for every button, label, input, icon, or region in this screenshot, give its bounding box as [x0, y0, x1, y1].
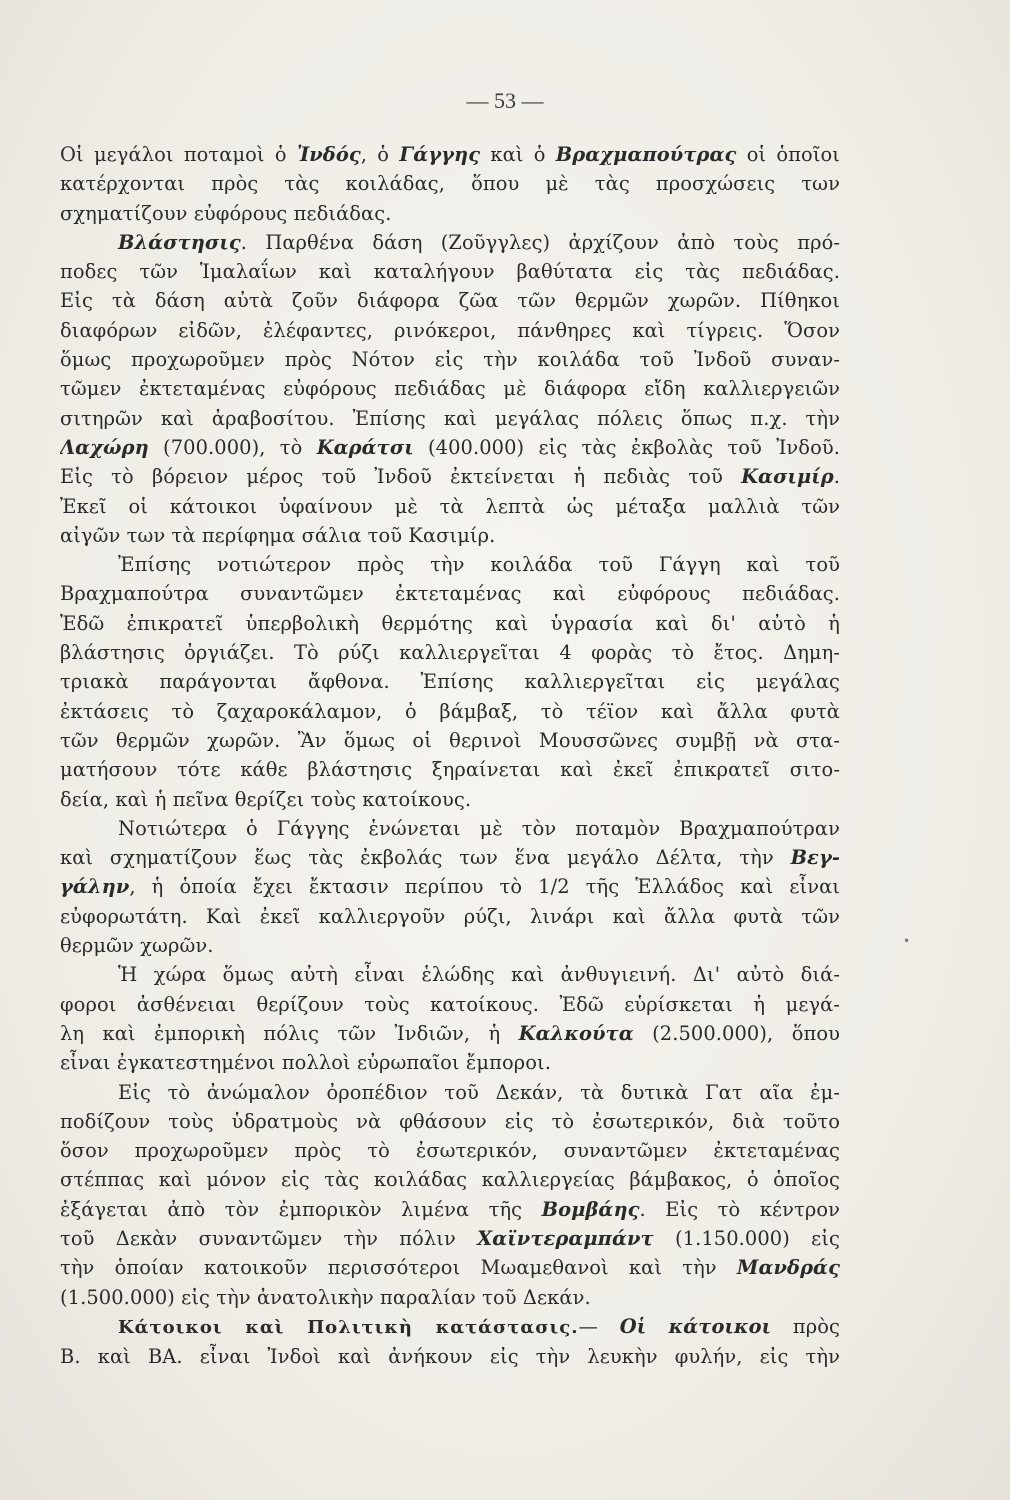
text-run: (400.000) εἰς τὰς ἐκβολὰς τοῦ Ἰνδοῦ.	[413, 435, 840, 459]
text-run: λη καὶ ἐμπορικὴ πόλις τῶν Ἰνδιῶν, ἡ	[60, 1021, 519, 1045]
text-line	[60, 462, 840, 491]
emphasized-term: γάλην	[60, 875, 130, 899]
text-run: αἰγῶν των τὰ περίφημα σάλια τοῦ Κασιμίρ.	[60, 523, 496, 547]
text-line	[60, 404, 840, 433]
text-run: καὶ ὁ	[480, 143, 556, 166]
text-line	[60, 726, 840, 755]
text-run: βλάστησις ὀργιάζει. Τὸ ρύζι καλλιεργεῖται 4 φορὰς τὸ ἔτος. Δημη-	[60, 641, 840, 665]
emphasized-term: Καλκούτα	[518, 1021, 634, 1045]
text-run: θερμῶν χωρῶν.	[60, 934, 214, 958]
text-line	[60, 521, 840, 550]
text-run: εὐφορωτάτη. Καὶ ἐκεῖ καλλιεργοῦν ρύζι, λινάρι καὶ ἄλλα φυτὰ τῶν	[60, 904, 840, 928]
text-run: (700.000), τὸ	[148, 435, 317, 459]
text-run: Ἡ χώρα ὅμως αὐτὴ εἶναι ἑλώδης καὶ ἀνθυγιεινή. Δι' αὐτὸ διά-	[118, 963, 840, 987]
text-line	[60, 345, 840, 374]
text-run: φοροι ἀσθένειαι θερίζουν τοὺς κατοίκους. Ἐδῶ εὑρίσκεται ἡ μεγά-	[60, 992, 840, 1016]
emphasized-term: Βλάστησις	[118, 230, 241, 254]
text-line	[60, 169, 840, 198]
margin-mark: •	[903, 934, 911, 948]
text-line	[60, 1048, 840, 1077]
text-run: Εἰς τὸ ἀνώμαλον ὀροπέδιον τοῦ Δεκάν, τὰ δυτικὰ Γατ αῖα ἐμ-	[118, 1080, 840, 1104]
text-run: ματήσουν τότε κάθε βλάστησις ξηραίνεται καὶ ἐκεῖ ἐπικρατεῖ σιτο-	[60, 758, 840, 782]
emphasized-term: Βομβάης	[541, 1197, 640, 1221]
emphasized-term: Βεγ-	[790, 846, 840, 870]
text-line	[60, 374, 840, 403]
section-heading: Κάτοικοι καὶ Πολιτικὴ κατάστασις.	[118, 1316, 579, 1338]
text-line	[60, 1078, 840, 1107]
text-run: τῶμεν ἐκτεταμένας εὐφόρους πεδιάδας μὲ διάφορα εἴδη καλλιεργειῶν	[60, 377, 840, 401]
emphasized-term: Κασιμίρ	[741, 465, 834, 489]
text-run: καὶ σχηματίζουν ἕως τὰς ἐκβολάς των ἕνα μεγάλο Δέλτα, τὴν	[60, 846, 791, 870]
text-line	[60, 814, 840, 843]
text-line	[60, 1165, 840, 1194]
emphasized-term: Ἰνδός	[296, 143, 361, 166]
text-run: Νοτιώτερα ὁ Γάγγης ἑνώνεται μὲ τὸν ποταμὸν Βραχμαπούτραν	[118, 816, 840, 840]
text-run: . Εἰς τὸ κέντρον	[639, 1197, 840, 1221]
text-run: Εἰς τὰ δάση αὐτὰ ζοῦν διάφορα ζῶα τῶν θερμῶν χωρῶν. Πίθηκοι	[60, 289, 840, 313]
text-run: δεία, καὶ ἡ πεῖνα θερίζει τοὺς κατοίκους.	[60, 787, 472, 811]
text-run: .	[833, 465, 840, 489]
text-line	[60, 257, 840, 286]
text-run: —	[578, 1314, 620, 1338]
text-run: ὅμως προχωροῦμεν πρὸς Νότον εἰς τὴν κοιλάδα τοῦ Ἰνδοῦ συναν-	[60, 348, 840, 372]
text-line	[60, 1312, 840, 1342]
text-line	[60, 843, 840, 872]
text-run: ἐκτάσεις τὸ ζαχαροκάλαμον, ὁ βάμβαξ, τὸ τέϊον καὶ ἄλλα φυτὰ	[60, 699, 840, 723]
text-run: εἶναι ἐγκατεστημένοι πολλοὶ εὐρωπαῖοι ἔμποροι.	[60, 1051, 551, 1075]
text-line	[60, 140, 840, 169]
emphasized-term: Οἱ κάτοικοι	[619, 1314, 772, 1338]
text-run: Β. καὶ ΒΑ. εἶναι Ἰνδοὶ καὶ ἀνήκουν εἰς τὴν λευκὴν φυλήν, εἰς τὴν	[60, 1345, 840, 1369]
text-line	[60, 228, 840, 257]
text-run: σχηματίζουν εὐφόρους πεδιάδας.	[60, 201, 392, 225]
text-run: κατέρχονται πρὸς τὰς κοιλάδας, ὅπου μὲ τὰς προσχώσεις των	[60, 172, 840, 196]
text-run: Εἰς τὸ βόρειον μέρος τοῦ Ἰνδοῦ ἐκτείνεται ἡ πεδιὰς τοῦ	[60, 465, 742, 489]
text-line	[60, 755, 840, 784]
text-run: ἐξάγεται ἀπὸ τὸν ἐμπορικὸν λιμένα τῆς	[60, 1197, 542, 1221]
emphasized-term: Γάγγης	[399, 143, 481, 166]
emphasized-term: Λαχώρη	[60, 435, 149, 459]
text-run: (2.500.000), ὅπου	[633, 1021, 840, 1045]
text-line	[60, 199, 840, 228]
text-run: τοῦ Δεκὰν συναντῶμεν τὴν πόλιν	[60, 1226, 478, 1250]
text-run: σιτηρῶν καὶ ἀραβοσίτου. Ἐπίσης καὶ μεγάλας πόλεις ὅπως π.χ. τὴν	[60, 406, 840, 430]
emphasized-term: Καράτσι	[316, 435, 414, 459]
emphasized-term: Μανδράς	[736, 1256, 840, 1280]
text-run: τῶν θερμῶν χωρῶν. Ἂν ὅμως οἱ θερινοὶ Μουσσῶνες συμβῇ νὰ στα-	[60, 728, 840, 752]
emphasized-term: Χαϊντεραμπάντ	[477, 1226, 654, 1250]
text-line	[60, 872, 840, 901]
text-line	[60, 697, 840, 726]
text-line	[60, 902, 840, 931]
text-line	[60, 785, 840, 814]
text-line	[60, 931, 840, 960]
text-line	[60, 990, 840, 1019]
text-line	[60, 1253, 840, 1282]
text-line	[60, 1283, 840, 1312]
text-line	[60, 1224, 840, 1253]
emphasized-term: Βραχμαπούτρας	[555, 143, 737, 166]
text-line	[60, 550, 840, 579]
text-run: ποδίζουν τοὺς ὑδρατμοὺς νὰ φθάσουν εἰς τὸ ἐσωτερικόν, διὰ τοῦτο	[60, 1109, 840, 1133]
text-run: , ὁ	[360, 143, 400, 166]
text-line	[60, 1107, 840, 1136]
text-line	[60, 1136, 840, 1165]
text-run: Βραχμαπούτρα συναντῶμεν ἐκτεταμένας καὶ εὐφόρους πεδιάδας.	[60, 582, 840, 606]
text-run: (1.150.000) εἰς	[653, 1226, 840, 1250]
body-text	[60, 140, 840, 1371]
text-line	[60, 667, 840, 696]
text-line	[60, 316, 840, 345]
text-run: τριακὰ παράγονται ἄφθονα. Ἐπίσης καλλιεργεῖται εἰς μεγάλας	[60, 670, 840, 694]
text-line	[60, 1019, 840, 1048]
text-run: διαφόρων εἰδῶν, ἐλέφαντες, ρινόκεροι, πάνθηρες καὶ τίγρεις. Ὅσον	[60, 318, 840, 342]
text-run: στέππας καὶ μόνον εἰς τὰς κοιλάδας καλλιεργείας βάμβακος, ὁ ὁποῖος	[60, 1168, 840, 1192]
text-run: οἱ ὁποῖοι	[736, 143, 840, 166]
text-run: Οἱ μεγάλοι ποταμοὶ ὁ	[60, 143, 297, 166]
text-run: Ἐπίσης νοτιώτερον πρὸς τὴν κοιλάδα τοῦ Γάγγη καὶ τοῦ	[118, 553, 840, 577]
text-run: ὅσον προχωροῦμεν πρὸς τὸ ἐσωτερικόν, συναντῶμεν ἐκτεταμένας	[60, 1139, 840, 1163]
text-line	[60, 286, 840, 315]
text-run: Ἐδῶ ἐπικρατεῖ ὑπερβολικὴ θερμότης καὶ ὑγρασία καὶ δι' αὐτὸ ἡ	[60, 611, 840, 635]
page-number: — 53 —	[466, 88, 544, 113]
text-line	[60, 1342, 840, 1371]
text-line	[60, 638, 840, 667]
text-run: , ἡ ὁποία ἔχει ἔκτασιν περίπου τὸ 1/2 τῆς Ἑλλάδος καὶ εἶναι	[129, 875, 840, 899]
text-run: Ἐκεῖ οἱ κάτοικοι ὑφαίνουν μὲ τὰ λεπτὰ ὡς μέταξα μαλλιὰ τῶν	[60, 494, 840, 518]
text-run: (1.500.000) εἰς τὴν ἀνατολικὴν παραλίαν τοῦ Δεκάν.	[60, 1285, 591, 1309]
text-line	[60, 433, 840, 462]
text-run: ποδες τῶν Ἱμαλαΐων καὶ καταλήγουν βαθύτατα εἰς τὰς πεδιάδας.	[60, 260, 840, 284]
text-line	[60, 960, 840, 989]
text-line	[60, 579, 840, 608]
text-run: . Παρθένα δάση (Ζοῦγγλες) ἀρχίζουν ἀπὸ τοὺς πρό-	[240, 230, 840, 254]
text-line	[60, 1195, 840, 1224]
text-run: τὴν ὁποίαν κατοικοῦν περισσότεροι Μωαμεθανοὶ καὶ τὴν	[60, 1256, 737, 1280]
text-line	[60, 609, 840, 638]
text-run: πρὸς	[771, 1314, 840, 1338]
text-line	[60, 492, 840, 521]
